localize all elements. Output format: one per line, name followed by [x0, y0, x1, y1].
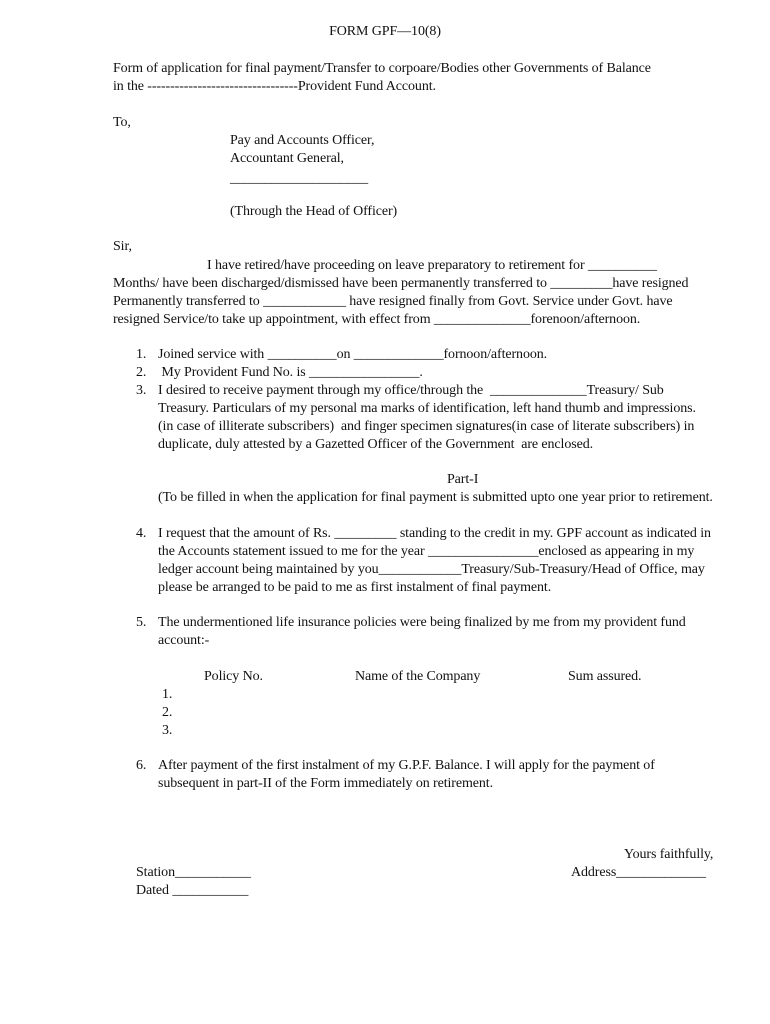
item-4-number: 4. — [136, 526, 147, 541]
item-4-line-3: ledger account being maintained by you____________Treasury/Sub-Treasury/Head of Office, may — [158, 562, 705, 577]
item-1-number: 1. — [136, 347, 147, 362]
addressee-line-2: Accountant General, — [230, 151, 344, 166]
part-1-heading: Part-I — [447, 472, 479, 487]
item-6-line-2: subsequent in part-II of the Form immediately on retirement. — [158, 776, 493, 791]
addressee-line-1: Pay and Accounts Officer, — [230, 133, 375, 148]
item-3-line-2: Treasury. Particulars of my personal ma marks of identification, left hand thumb and impressions. — [158, 401, 696, 416]
policy-header-sum: Sum assured. — [568, 669, 642, 684]
item-3-number: 3. — [136, 383, 147, 398]
through-head-of-office: (Through the Head of Officer) — [230, 204, 398, 219]
yours-faithfully: Yours faithfully, — [624, 847, 714, 862]
policy-header-number: Policy No. — [204, 669, 263, 684]
item-3-line-3: (in case of illiterate subscribers) and finger specimen signatures(in case of literate subscribers) in — [158, 419, 695, 434]
intro-line-1: Form of application for final payment/Transfer to corpoare/Bodies other Governments of Balance — [113, 61, 651, 76]
item-5-line-1: The undermentioned life insurance policies were being finalized by me from my provident fund — [158, 615, 686, 630]
body-line-4: resigned Service/to take up appointment, with effect from ______________forenoon/afternoon. — [113, 312, 641, 327]
item-6-number: 6. — [136, 758, 147, 773]
policy-row-3: 3. — [162, 723, 173, 738]
dated-field: Dated ___________ — [136, 883, 249, 898]
item-5-line-2: account:- — [158, 633, 210, 648]
policy-row-2: 2. — [162, 705, 173, 720]
body-line-3: Permanently transferred to ____________ have resigned finally from Govt. Service under Govt. have — [113, 294, 673, 309]
item-4-line-2: the Accounts statement issued to me for the year ________________enclosed as appearing in my — [158, 544, 695, 559]
item-4-line-1: I request that the amount of Rs. _________ standing to the credit in my. GPF account as indicated in — [158, 526, 711, 541]
item-4-line-4: please be arranged to be paid to me as first instalment of final payment. — [158, 580, 552, 595]
body-line-2: Months/ have been discharged/dismissed have been permanently transferred to _________have resigned — [113, 276, 689, 291]
part-1-note: (To be filled in when the application for final payment is submitted upto one year prior to retirement. — [158, 490, 713, 505]
addressee-blank-line: ____________________ — [230, 171, 369, 186]
item-3-line-4: duplicate, duly attested by a Gazetted Officer of the Government are enclosed. — [158, 437, 593, 452]
to-label: To, — [113, 115, 131, 130]
policy-header-company: Name of the Company — [355, 669, 481, 684]
policy-row-1: 1. — [162, 687, 173, 702]
item-3-line-1: I desired to receive payment through my office/through the ______________Treasury/ Sub — [158, 383, 664, 398]
salutation: Sir, — [113, 239, 132, 254]
item-5-number: 5. — [136, 615, 147, 630]
body-line-1: I have retired/have proceeding on leave preparatory to retirement for __________ — [207, 258, 657, 273]
item-2-text: My Provident Fund No. is ________________. — [158, 365, 423, 380]
item-2-number: 2. — [136, 365, 147, 380]
intro-line-2: in the ---------------------------------Provident Fund Account. — [113, 79, 436, 94]
item-1-text: Joined service with __________on _____________fornoon/afternoon. — [158, 347, 548, 362]
form-title: FORM GPF—10(8) — [329, 24, 441, 39]
address-field: Address_____________ — [571, 865, 706, 880]
station-field: Station___________ — [136, 865, 251, 880]
item-6-line-1: After payment of the first instalment of my G.P.F. Balance. I will apply for the payment of — [158, 758, 655, 773]
